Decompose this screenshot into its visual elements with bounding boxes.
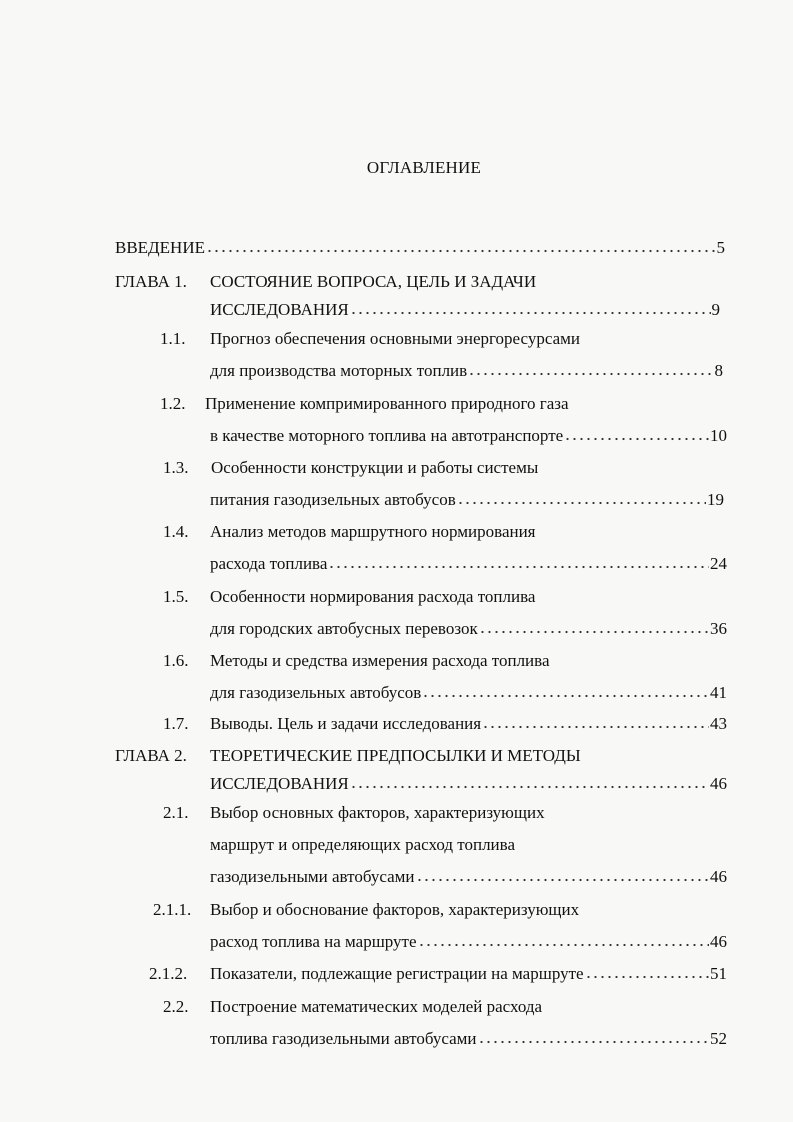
section-number: 1.4. [163, 522, 189, 541]
toc-section-1-2-line2[interactable] [210, 424, 727, 448]
toc-section-1-7[interactable] [163, 712, 727, 736]
section-title-cont: для производства моторных топлив [210, 361, 468, 380]
dot-leader [479, 628, 709, 635]
toc-chapter-1-line2[interactable] [210, 298, 720, 322]
toc-entry-intro[interactable] [115, 236, 725, 260]
entry-page: 19 [707, 490, 724, 509]
section-title: Выбор основных факторов, характеризующих [210, 803, 545, 822]
section-title-cont: топлива газодизельными автобусами [210, 1029, 477, 1048]
dot-leader [585, 973, 709, 980]
dot-leader [206, 247, 716, 254]
dot-leader [350, 309, 711, 316]
dot-leader [418, 941, 709, 948]
section-title-cont: расхода топлива [210, 554, 328, 573]
section-title-cont: для газодизельных автобусов [210, 683, 422, 702]
dot-leader [422, 692, 709, 699]
toc-section-2-1-line1[interactable] [163, 801, 545, 825]
section-number: 2.1.1. [153, 900, 192, 919]
chapter-title: СОСТОЯНИЕ ВОПРОСА, ЦЕЛЬ И ЗАДАЧИ [210, 272, 537, 291]
entry-page: 52 [710, 1029, 727, 1048]
section-title-cont: газодизельными автобусами [210, 867, 415, 886]
section-title: Прогноз обеспечения основными энергоресурсами [210, 329, 580, 348]
chapter-label: ГЛАВА 1. [115, 272, 187, 291]
toc-section-2-1-1-line2[interactable] [210, 930, 727, 954]
dot-leader [564, 435, 709, 442]
section-title-cont: расход топлива на маршруте [210, 932, 417, 951]
toc-section-1-3-line1[interactable] [163, 456, 538, 480]
entry-page: 46 [710, 932, 727, 951]
section-title: Построение математических моделей расхода [210, 997, 543, 1016]
section-title: Анализ методов маршрутного нормирования [210, 522, 536, 541]
section-number: 1.1. [160, 329, 186, 348]
toc-chapter-2-line2[interactable] [210, 772, 727, 796]
dot-leader [328, 563, 709, 570]
entry-title: ВВЕДЕНИЕ [115, 238, 205, 257]
section-title: Выводы. Цель и задачи исследования [210, 714, 482, 733]
dot-leader [468, 370, 713, 377]
toc-section-1-4-line1[interactable] [163, 520, 536, 544]
section-title-cont: питания газодизельных автобусов [210, 490, 456, 509]
toc-section-1-2-line1[interactable] [160, 392, 569, 416]
chapter-title-cont: ИССЛЕДОВАНИЯ [210, 774, 349, 793]
toc-section-1-3-line2[interactable] [210, 488, 724, 512]
chapter-label: ГЛАВА 2. [115, 746, 187, 765]
dot-leader [457, 499, 706, 506]
section-title: Применение компримированного природного газа [205, 394, 569, 413]
section-number: 1.3. [163, 458, 189, 477]
section-number: 2.1. [163, 803, 189, 822]
entry-page: 9 [711, 300, 720, 319]
section-title-cont: для городских автобусных перевозок [210, 619, 478, 638]
entry-page: 5 [716, 238, 725, 257]
entry-page: 36 [710, 619, 727, 638]
entry-page: 10 [710, 426, 727, 445]
dot-leader [482, 723, 709, 730]
section-title: Показатели, подлежащие регистрации на маршруте [210, 964, 584, 983]
toc-section-2-1-line3[interactable] [210, 865, 727, 889]
toc-section-2-1-2[interactable] [149, 962, 727, 986]
entry-page: 41 [710, 683, 727, 702]
toc-section-1-5-line1[interactable] [163, 585, 535, 609]
toc-section-2-2-line1[interactable] [163, 995, 542, 1019]
entry-page: 51 [710, 964, 727, 983]
section-number: 2.2. [163, 997, 189, 1016]
section-number: 1.2. [160, 394, 186, 413]
chapter-title-cont: ИССЛЕДОВАНИЯ [210, 300, 349, 319]
entry-page: 46 [710, 867, 727, 886]
dot-leader [350, 783, 709, 790]
toc-section-1-5-line2[interactable] [210, 617, 727, 641]
section-title-cont: маршрут и определяющих расход топлива [210, 835, 515, 854]
toc-chapter-2-line1[interactable] [115, 744, 581, 768]
section-number: 2.1.2. [149, 964, 188, 983]
toc-section-1-6-line2[interactable] [210, 681, 727, 705]
section-title-cont: в качестве моторного топлива на автотранспорте [210, 426, 564, 445]
toc-section-2-2-line2[interactable] [210, 1027, 727, 1051]
section-number: 1.6. [163, 651, 189, 670]
page-title: ОГЛАВЛЕНИЕ [366, 158, 482, 177]
section-title: Особенности конструкции и работы системы [211, 458, 539, 477]
toc-chapter-1-line1[interactable] [115, 270, 536, 294]
section-title: Особенности нормирования расхода топлива [210, 587, 536, 606]
entry-page: 8 [714, 361, 723, 380]
toc-section-2-1-line2[interactable] [210, 833, 515, 857]
section-title: Выбор и обоснование факторов, характеризующих [210, 900, 580, 919]
entry-page: 43 [710, 714, 727, 733]
toc-section-1-4-line2[interactable] [210, 552, 727, 576]
entry-page: 24 [710, 554, 727, 573]
section-number: 1.5. [163, 587, 189, 606]
dot-leader [478, 1038, 709, 1045]
toc-section-2-1-1-line1[interactable] [153, 898, 579, 922]
section-number: 1.7. [163, 714, 189, 733]
chapter-title: ТЕОРЕТИЧЕСКИЕ ПРЕДПОСЫЛКИ И МЕТОДЫ [210, 746, 581, 765]
toc-section-1-1-line1[interactable] [160, 327, 580, 351]
toc-section-1-1-line2[interactable] [210, 359, 723, 383]
section-title: Методы и средства измерения расхода топлива [210, 651, 550, 670]
dot-leader [416, 876, 709, 883]
entry-page: 46 [710, 774, 727, 793]
toc-section-1-6-line1[interactable] [163, 649, 550, 673]
